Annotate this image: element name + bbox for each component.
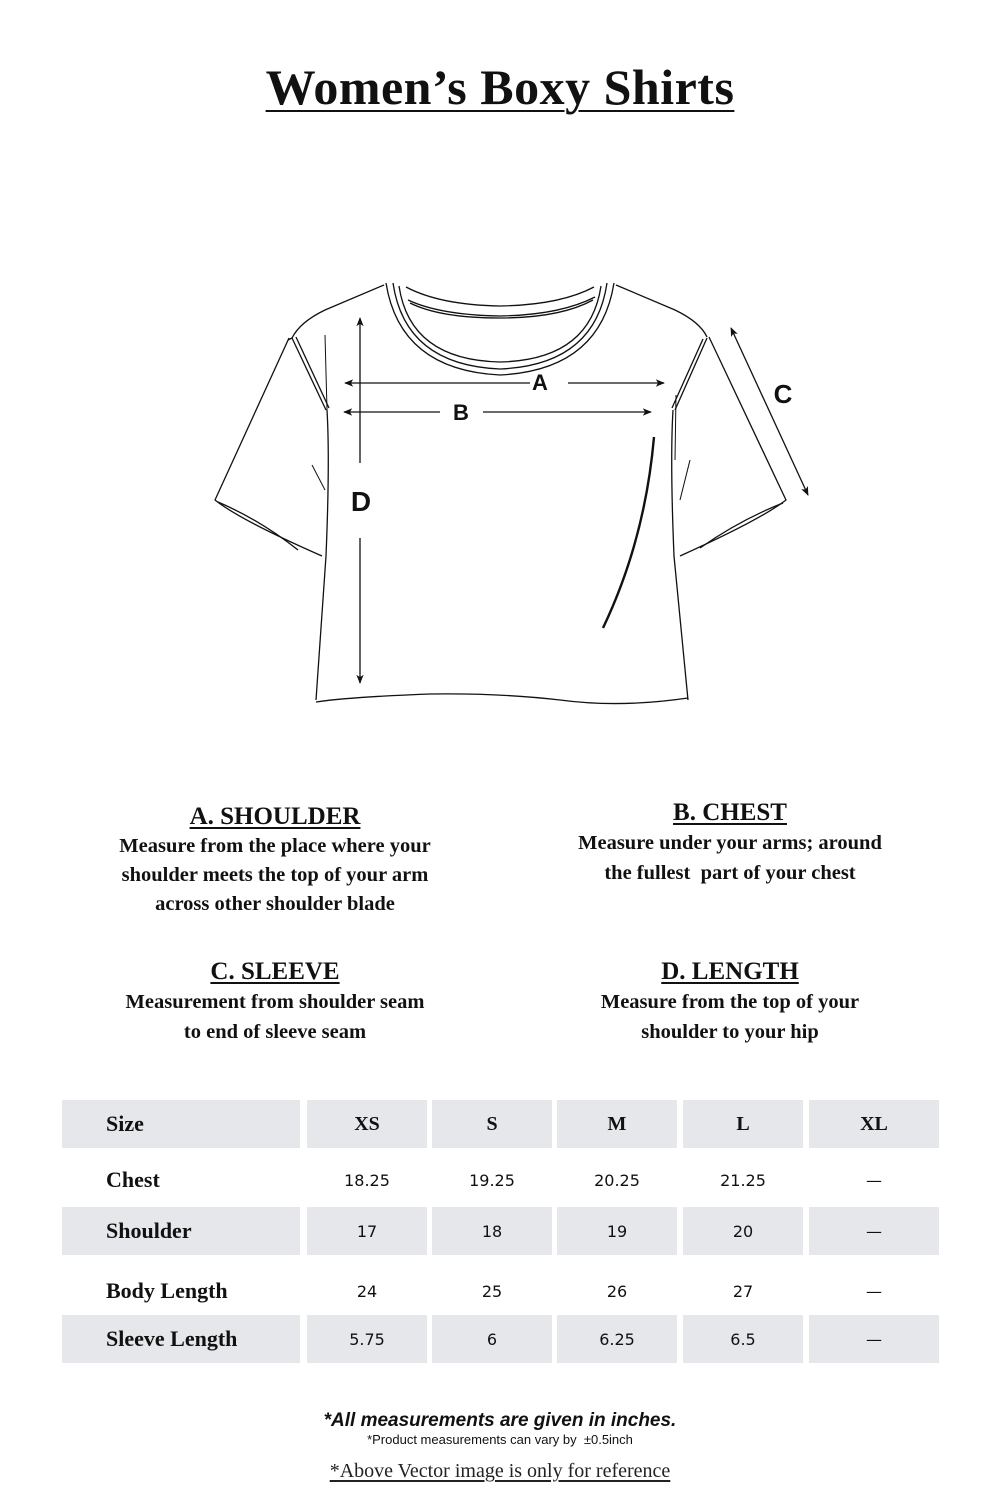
label-c: C <box>773 379 793 409</box>
header-cell: XL <box>809 1100 939 1148</box>
instruction-line: Measure under your arms; around <box>578 832 882 854</box>
table-cell: 18 <box>432 1207 552 1255</box>
instruction-length <box>530 957 930 1047</box>
instruction-heading: B. CHEST <box>673 799 787 826</box>
table-cell: 6 <box>432 1315 552 1363</box>
footnotes <box>0 1410 1000 1484</box>
instruction-heading: A. SHOULDER <box>189 803 361 830</box>
instruction-chest <box>530 798 930 888</box>
instruction-line: Measure from the top of your <box>600 991 860 1013</box>
row-label: Chest <box>106 1167 160 1192</box>
header-cell: XS <box>307 1100 427 1148</box>
instruction-line: shoulder to your hip <box>641 1021 819 1043</box>
instruction-line: the fullest part of your chest <box>604 862 856 884</box>
t-shirt-icon <box>215 283 786 704</box>
table-cell: 24 <box>356 1281 378 1301</box>
label-b: B <box>453 400 469 425</box>
table-cell: 21.25 <box>720 1170 766 1190</box>
table-cell: — <box>866 1281 882 1301</box>
instruction-line: Measure from the place where your <box>119 835 431 857</box>
table-cell: 18.25 <box>344 1170 390 1190</box>
instruction-line: shoulder meets the top of your arm <box>121 864 429 886</box>
instruction-sleeve <box>70 957 480 1047</box>
t-shirt-diagram <box>0 270 1000 720</box>
table-cell: 5.75 <box>307 1315 427 1363</box>
table-cell: 27 <box>732 1281 754 1301</box>
table-row <box>62 1207 939 1255</box>
instruction-shoulder <box>70 802 480 919</box>
table-cell: — <box>809 1207 939 1255</box>
header-cell: Size <box>62 1100 300 1148</box>
table-cell: 19 <box>557 1207 677 1255</box>
label-a: A <box>532 370 548 395</box>
instruction-line: to end of sleeve seam <box>183 1021 367 1043</box>
table-cell: 6.25 <box>557 1315 677 1363</box>
instruction-heading: D. LENGTH <box>661 958 799 985</box>
table-row <box>62 1156 939 1204</box>
table-row <box>62 1267 939 1315</box>
measurement-arrows <box>344 318 808 683</box>
header-cell: M <box>557 1100 677 1148</box>
instruction-line: across other shoulder blade <box>155 893 395 915</box>
row-label: Body Length <box>106 1278 228 1303</box>
table-cell: 17 <box>307 1207 427 1255</box>
table-cell: 6.5 <box>683 1315 803 1363</box>
row-label: Sleeve Length <box>62 1315 300 1363</box>
row-label: Shoulder <box>62 1207 300 1255</box>
page-title <box>0 58 1000 116</box>
table-cell: — <box>866 1170 882 1190</box>
table-cell: 25 <box>481 1281 503 1301</box>
header-cell: S <box>432 1100 552 1148</box>
variance-note: *Product measurements can vary by ±0.5inch <box>367 1432 633 1447</box>
header-cell: L <box>683 1100 803 1148</box>
reference-note: *Above Vector image is only for reference <box>329 1460 671 1482</box>
units-note: *All measurements are given in inches. <box>323 1410 677 1431</box>
table-cell: 19.25 <box>469 1170 515 1190</box>
instruction-line: Measurement from shoulder seam <box>125 991 425 1013</box>
table-cell: 20 <box>683 1207 803 1255</box>
table-cell: 20.25 <box>594 1170 640 1190</box>
table-cell: 26 <box>606 1281 628 1301</box>
table-cell: — <box>809 1315 939 1363</box>
instruction-heading: C. SLEEVE <box>210 958 340 985</box>
table-row <box>62 1315 939 1363</box>
label-d: D <box>350 486 372 517</box>
table-header-row <box>62 1100 939 1148</box>
arrow-c <box>731 328 808 495</box>
page-title-text: Women’s Boxy Shirts <box>265 59 735 115</box>
